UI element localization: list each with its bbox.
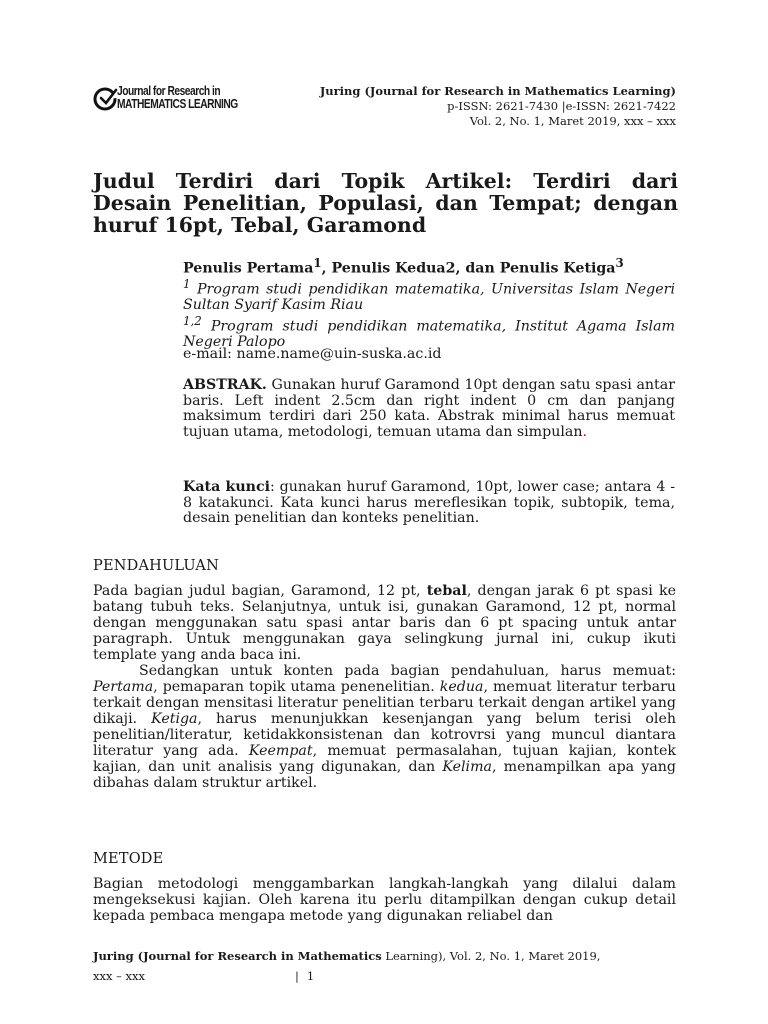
metode-body [93, 876, 676, 924]
keywords [183, 480, 675, 527]
logo-mark-icon [93, 86, 119, 112]
affiliation-1-text: Program studi pendidikan matematika, Universitas Islam Negeri Sultan Syarif Kasim Riau [183, 281, 675, 314]
affiliation-1-sup: 1 [183, 277, 191, 291]
logo-text-line1: Journal for Research in [117, 84, 221, 98]
affiliations [183, 277, 675, 350]
pendahuluan-paragraph-1 [93, 583, 676, 663]
journal-logo [93, 84, 243, 114]
logo-text-line2: MATHEMATICS LEARNING [117, 97, 238, 111]
author-list [183, 256, 675, 277]
affiliation-2 [183, 314, 675, 351]
page-header [320, 84, 676, 129]
affiliation-2-text: Program studi pendidikan matematika, Institut Agama Islam Negeri Palopo [183, 318, 675, 350]
metode-paragraph-1: Bagian metodologi menggambarkan langkah-langkah yang dilalui dalam mengeksekusi kajian. Oleh karena itu perlu ditampilkan dengan cukup detail kepada pembaca mengapa metode yang digunakan reliabel dan [93, 876, 676, 924]
footer-journal: Juring (Journal for Research in Mathematics [93, 949, 382, 963]
footer-line-2 [93, 966, 676, 986]
p2-italic-j: Kelima [442, 759, 492, 775]
footer-pages: xxx – xxx [93, 969, 145, 983]
footer-rest: Learning), Vol. 2, No. 1, Maret 2019, [381, 949, 601, 963]
p2-text-a: Sedangkan untuk konten pada bagian pendahuluan, harus memuat: [139, 663, 676, 679]
p2-italic-b: Pertama [93, 679, 154, 695]
author-3-sup: 3 [615, 256, 624, 270]
p2-italic-d: kedua [439, 679, 484, 695]
p2-italic-f: Ketiga [151, 711, 198, 727]
volume-line: Vol. 2, No. 1, Maret 2019, xxx – xxx [469, 114, 676, 128]
issn-line: p-ISSN: 2621-7430 |e-ISSN: 2621-7422 [447, 99, 676, 113]
p2-text-k: , menampilkan apa yang dibahas dalam struktur artikel. [93, 759, 677, 791]
abstract-end: . [582, 423, 587, 440]
author-1: Penulis Pertama [183, 260, 314, 277]
p1-text-a: Pada bagian judul bagian, Garamond, 12 pt, [93, 583, 427, 599]
logo-text [117, 85, 238, 111]
affiliation-2-sup: 1,2 [183, 313, 202, 328]
p2-text-g: , harus menunjukkan kesenjangan yang belum terisi oleh penelitian/literatur, ketidakkonsistenan dan kotrovrsi yang muncul diantara literatur yang ada. [93, 711, 676, 759]
keywords-label: Kata kunci [183, 479, 271, 495]
p2-italic-h: Keempat [248, 743, 313, 759]
pendahuluan-paragraph-2 [93, 663, 676, 791]
affiliation-1 [183, 277, 675, 314]
footer-line-1 [93, 946, 676, 966]
article-title: Judul Terdiri dari Topik Artikel: Terdiri dari Desain Penelitian, Populasi, dan Tempat; dengan huruf 16pt, Tebal, Garamond [93, 169, 678, 237]
footer-page-separator: | [294, 969, 299, 983]
authors-rest: , Penulis Kedua2, dan Penulis Ketiga [321, 260, 616, 277]
p1-text-c: , dengan jarak 6 pt spasi ke batang tubuh teks. Selanjutnya, untuk isi, gunakan Garamond, 12 pt, normal dengan menggunakan satu spasi antar baris dan 6 pt spacing untuk antar paragraph. Untuk menggunakan gaya selingkung jurnal ini, cukup ikuti template yang anda baca ini. [93, 583, 676, 663]
p2-text-i: , memuat permasalahan, tujuan kajian, kontek kajian, dan unit analisis yang digunakan, dan [93, 743, 676, 775]
p2-text-c: , pemaparan topik utama penenelitian. [153, 679, 440, 695]
page-number: 1 [306, 969, 315, 983]
pendahuluan-body [93, 583, 676, 791]
keywords-text: : gunakan huruf Garamond, 10pt, lower case; antara 4 - 8 katakunci. Kata kunci harus mereflesikan topik, subtopik, tema, desain penelitian dan konteks penelitian. [183, 479, 675, 526]
abstract-text: Gunakan huruf Garamond 10pt dengan satu spasi antar baris. Left indent 2.5cm dan right indent 0 cm dan panjang maksimum terdiri dari 250 kata. Abstrak minimal harus memuat tujuan utama, metodologi, temuan utama dan simpulan [183, 377, 675, 440]
email-line: e-mail: name.name@uin-suska.ac.id [183, 346, 442, 362]
page-footer [93, 946, 676, 986]
author-1-sup: 1 [313, 256, 322, 270]
journal-title: Juring (Journal for Research in Mathematics Learning) [319, 84, 676, 98]
section-heading-metode: METODE [93, 851, 164, 867]
abstract-label: ABSTRAK. [183, 377, 267, 393]
abstract [183, 378, 675, 440]
p2-text-e: , memuat literatur terbaru terkait dengan mensitasi literatur penelitian terbaru terkait dengan artikel yang dikaji. [93, 679, 677, 727]
section-heading-pendahuluan: PENDAHULUAN [93, 558, 219, 574]
p1-bold: tebal [426, 583, 467, 599]
